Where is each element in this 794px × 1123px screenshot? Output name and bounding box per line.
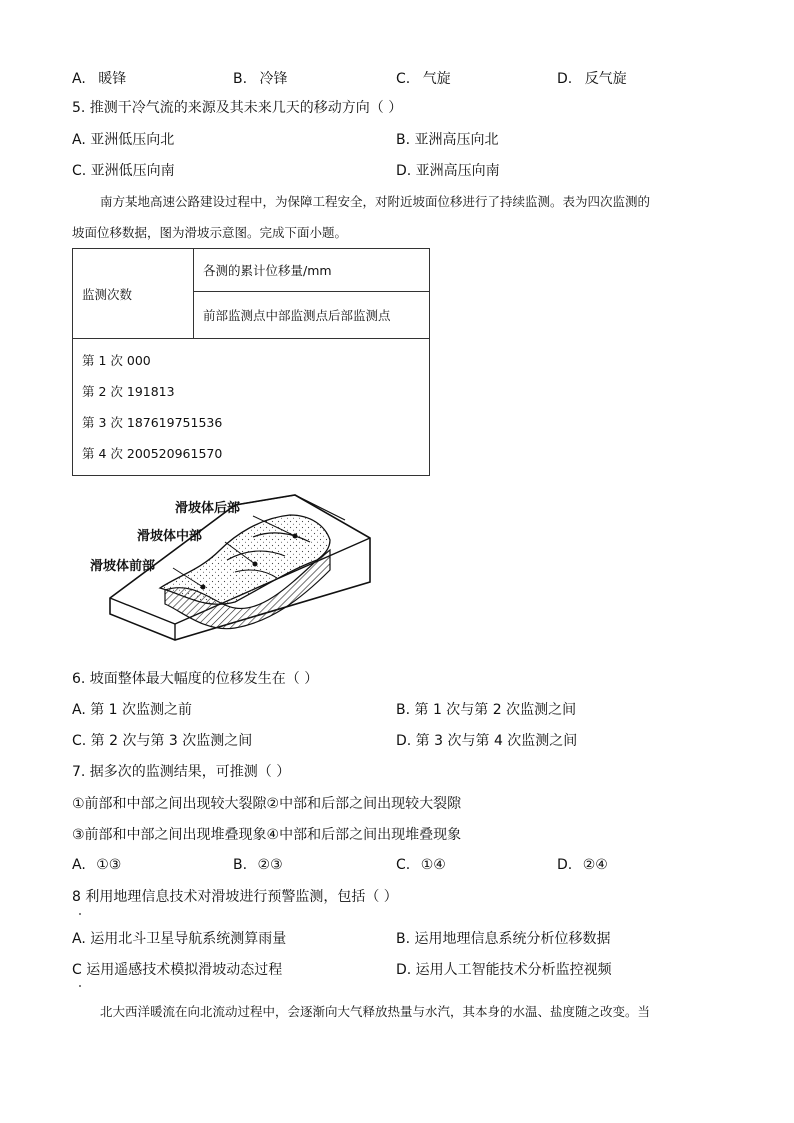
q6-option-a: A. 第 1 次监测之前 (72, 702, 193, 718)
label-slide-middle: 滑坡体中部 (137, 529, 203, 544)
option-text: ②③ (257, 857, 283, 873)
table-row: 第 4 次 200520961570 (82, 446, 223, 461)
option-letter: B. (233, 857, 248, 873)
option-letter: A. (72, 71, 86, 87)
q8-option-a: A. 运用北斗卫星导航系统测算雨量 (72, 931, 287, 947)
q4-option-a (72, 68, 126, 88)
passage-2-line-1: 北大西洋暖流在向北流动过程中，会逐渐向大气释放热量与水汽，其本身的水温、盐度随之改变。当 (100, 1004, 651, 1019)
table-header-count: 监测次数 (73, 249, 194, 339)
label-slide-front: 滑坡体前部 (90, 559, 156, 574)
q6-option-d: D. 第 3 次与第 4 次监测之间 (396, 733, 578, 749)
q7-option-a (72, 857, 121, 873)
q7-statement-1: ①前部和中部之间出现较大裂隙②中部和后部之间出现较大裂隙 (72, 796, 462, 812)
passage-1-line-2: 坡面位移数据，图为滑坡示意图。完成下面小题。 (72, 225, 348, 240)
passage-1-line-1: 南方某地高速公路建设过程中，为保障工程安全，对附近坡面位移进行了持续监测。表为四次监测的 (100, 194, 651, 209)
q8-option-c: C 运用遥感技术模拟滑坡动态过程 (72, 962, 283, 978)
option-letter: D. (557, 857, 573, 873)
q8-option-d: D. 运用人工智能技术分析监控视频 (396, 962, 612, 978)
table-row: 第 2 次 191813 (82, 384, 175, 399)
q4-option-b (233, 68, 288, 88)
q7-option-c (396, 857, 446, 873)
option-letter: A. (72, 857, 86, 873)
table-header-displacement: 各测的累计位移量/mm (194, 249, 430, 292)
monitoring-table (72, 248, 430, 476)
q7-statement-2: ③前部和中部之间出现堆叠现象④中部和后部之间出现堆叠现象 (72, 827, 462, 843)
q5-option-a: A. 亚洲低压向北 (72, 132, 175, 148)
landslide-diagram (85, 490, 385, 655)
q6-option-b: B. 第 1 次与第 2 次监测之间 (396, 702, 577, 718)
option-text: ①③ (96, 857, 122, 873)
option-text: 反气旋 (584, 71, 627, 87)
label-slide-rear: 滑坡体后部 (175, 501, 241, 516)
option-letter: D. (557, 71, 573, 87)
option-text: ①④ (420, 857, 446, 873)
option-letter: B. (233, 71, 248, 87)
table-body (73, 339, 430, 476)
q6-option-c: C. 第 2 次与第 3 次监测之间 (72, 733, 253, 749)
q7-option-b (233, 857, 283, 873)
option-text: 气旋 (422, 71, 451, 87)
q5-option-d: D. 亚洲高压向南 (396, 163, 500, 179)
q4-option-d (557, 68, 627, 88)
option-text: 暖锋 (98, 71, 127, 87)
scan-mark (79, 985, 81, 987)
q7-stem: 7. 据多次的监测结果，可推测（ ） (72, 764, 291, 780)
q7-option-d (557, 857, 608, 873)
q8-stem: 8 利用地理信息技术对滑坡进行预警监测，包括（ ） (72, 889, 398, 905)
q6-stem: 6. 坡面整体最大幅度的位移发生在（ ） (72, 671, 319, 687)
q5-option-b: B. 亚洲高压向北 (396, 132, 499, 148)
table-row: 第 3 次 187619751536 (82, 415, 223, 430)
table-row: 第 1 次 000 (82, 353, 151, 368)
option-letter: C. (396, 71, 411, 87)
option-letter: C. (396, 857, 411, 873)
option-text: ②④ (582, 857, 608, 873)
q5-option-c: C. 亚洲低压向南 (72, 163, 175, 179)
q8-option-b: B. 运用地理信息系统分析位移数据 (396, 931, 611, 947)
q4-option-c (396, 68, 451, 88)
q5-stem: 5. 推测干冷气流的来源及其未来几天的移动方向（ ） (72, 100, 403, 116)
option-text: 冷锋 (259, 71, 288, 87)
table-header-points: 前部监测点中部监测点后部监测点 (194, 292, 430, 339)
scan-mark (79, 913, 81, 915)
